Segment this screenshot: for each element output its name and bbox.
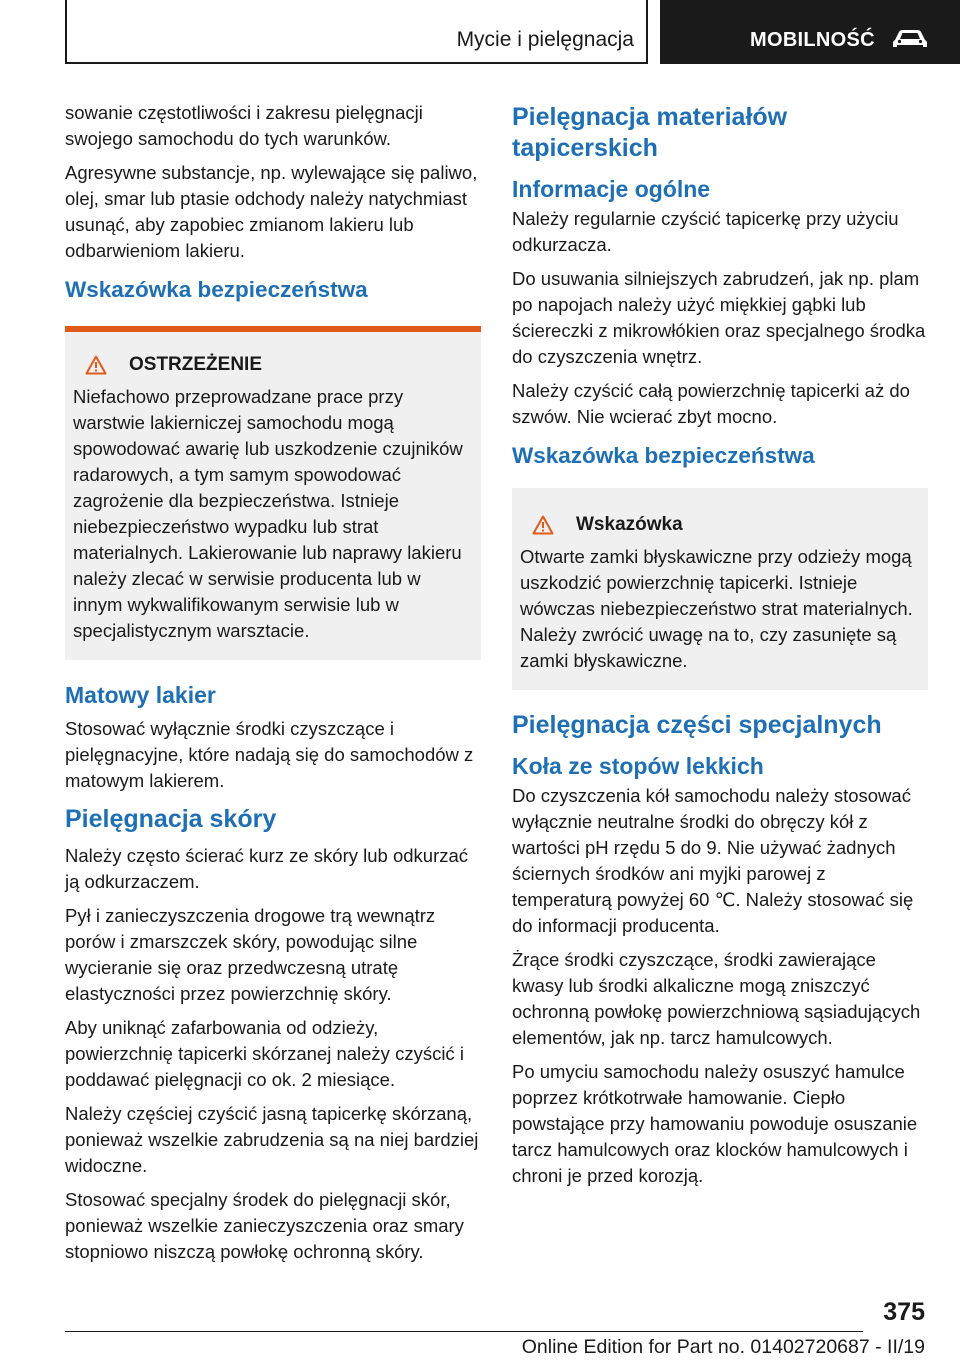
page-number: 375 — [883, 1298, 925, 1326]
chapter-tab[interactable] — [660, 0, 960, 64]
paragraph: Stosować specjalny środek do pielęgnacji skór, ponieważ wszelkie zanieczyszczenia oraz smary stopniowo niszczą powłokę ochronną skóry. — [65, 1189, 464, 1262]
notice-text: Otwarte zamki błyskawiczne przy odzieży mogą uszkodzić powierzchnię tapicerki. Istnieje wówczas niebezpieczeństwo strat materialnych. Należy zwrócić uwagę na to, czy zasunięte są zamki błyskawiczne. — [520, 546, 913, 671]
matte-paint-heading: Matowy lakier — [65, 682, 216, 708]
paragraph: Należy częściej czyścić jasną tapicerkę skórzaną, ponieważ wszelkie zabrudzenia są na niej bardziej widoczne. — [65, 1103, 479, 1176]
upholstery-care-heading: Pielęgnacja materiałów tapicerskich — [512, 103, 788, 162]
paragraph: Stosować wyłącznie środki czyszczące i pielęgnacyjne, które nadają się do samochodów z matowym lakierem. — [65, 718, 474, 791]
paragraph: Do usuwania silniejszych zabrudzeń, jak np. plam po napojach należy użyć miękkiej gąbki lub ściereczki z mikrowłókien oraz specjalnego środka do czyszczenia wnętrz. — [512, 268, 926, 367]
leather-care-heading: Pielęgnacja skóry — [65, 805, 277, 833]
general-info-heading: Informacje ogólne — [512, 176, 711, 202]
car-icon — [892, 28, 928, 50]
warning-triangle-icon — [85, 355, 107, 375]
special-parts-heading: Pielęgnacja części specjalnych — [512, 711, 882, 739]
chapter-badge: MOBILNOŚĆ — [750, 29, 875, 51]
paragraph: Agresywne substancje, np. wylewające się paliwo, olej, smar lub ptasie odchody należy natychmiast usunąć, aby zapobiec zmianom lakieru lub odbarwieniom lakieru. — [65, 162, 478, 261]
safety-heading: Wskazówka bezpieczeństwa — [65, 277, 368, 302]
notice-triangle-icon — [532, 515, 554, 535]
notice-title: Wskazówka — [576, 514, 683, 535]
paragraph: Należy czyścić całą powierzchnię tapicerki aż do szwów. Nie wcierać zbyt mocno. — [512, 380, 910, 427]
paragraph: Należy często ścierać kurz ze skóry lub odkurzać ją odkurzaczem. — [65, 845, 469, 892]
warning-title-row — [73, 332, 473, 384]
notice-title-row — [520, 494, 920, 544]
paragraph: Aby uniknąć zafarbowania od odzieży, powierzchnię tapicerki skórzanej należy czyścić i poddawać pielęgnacji co ok. 2 miesiące. — [65, 1017, 464, 1090]
notice-box — [512, 488, 928, 690]
right-column — [512, 100, 928, 1197]
paragraph: sowanie częstotliwości i zakresu pielęgnacji swojego samochodu do tych warunków. — [65, 102, 423, 149]
left-column — [65, 100, 481, 1273]
paragraph: Po umyciu samochodu należy osuszyć hamulce poprzez krótkotrwałe hamowanie. Ciepło powstające przy hamowaniu powoduje osuszanie tarcz hamulcowych oraz klocków hamulcowych i chroni je przed korozją. — [512, 1061, 918, 1186]
alloy-wheels-heading: Koła ze stopów lekkich — [512, 753, 764, 779]
section-title: Mycie i pielęgnacja — [456, 28, 634, 51]
warning-box — [65, 326, 481, 660]
header-section-box — [65, 0, 648, 64]
paragraph: Pył i zanieczyszczenia drogowe trą wewnątrz porów i zmarszczek skóry, powodując silne wycieranie się oraz przedwczesną utratę elastyczności przez powierzchnię skóry. — [65, 905, 436, 1004]
paragraph: Do czyszczenia kół samochodu należy stosować wyłącznie neutralne środki do obręczy kół z wartości pH rzędu 5 do 9. Nie używać żadnych ściernych środków ani myjki parowej z temperaturą powyżej 60 ℃. Należy stosować się do informacji producenta. — [512, 785, 914, 936]
paragraph: Należy regularnie czyścić tapicerkę przy użyciu odkurzacza. — [512, 208, 899, 255]
edition-text: Online Edition for Part no. 01402720687 - II/19 — [521, 1336, 925, 1358]
footer-divider — [65, 1331, 863, 1332]
warning-title: OSTRZEŻENIE — [129, 354, 263, 375]
safety-heading: Wskazówka bezpieczeństwa — [512, 443, 815, 468]
paragraph: Żrące środki czyszczące, środki zawierające kwasy lub środki alkaliczne mogą zniszczyć ochronną powłokę powierzchniową sąsiadujących elementów, jak np. tarcz hamulcowych. — [512, 949, 921, 1048]
warning-text: Niefachowo przeprowadzane prace przy warstwie lakierniczej samochodu mogą spowodować awarię lub uszkodzenie czujników radarowych, a tym samym spowodować zagrożenie dla bezpieczeństwa. Istnieje niebezpieczeństwo wypadku lub strat materialnych. Lakierowanie lub naprawy lakieru należy zlecać w serwisie producenta lub w innym wykwalifikowanym serwisie lub w specjalistycznym warsztacie. — [73, 386, 463, 641]
